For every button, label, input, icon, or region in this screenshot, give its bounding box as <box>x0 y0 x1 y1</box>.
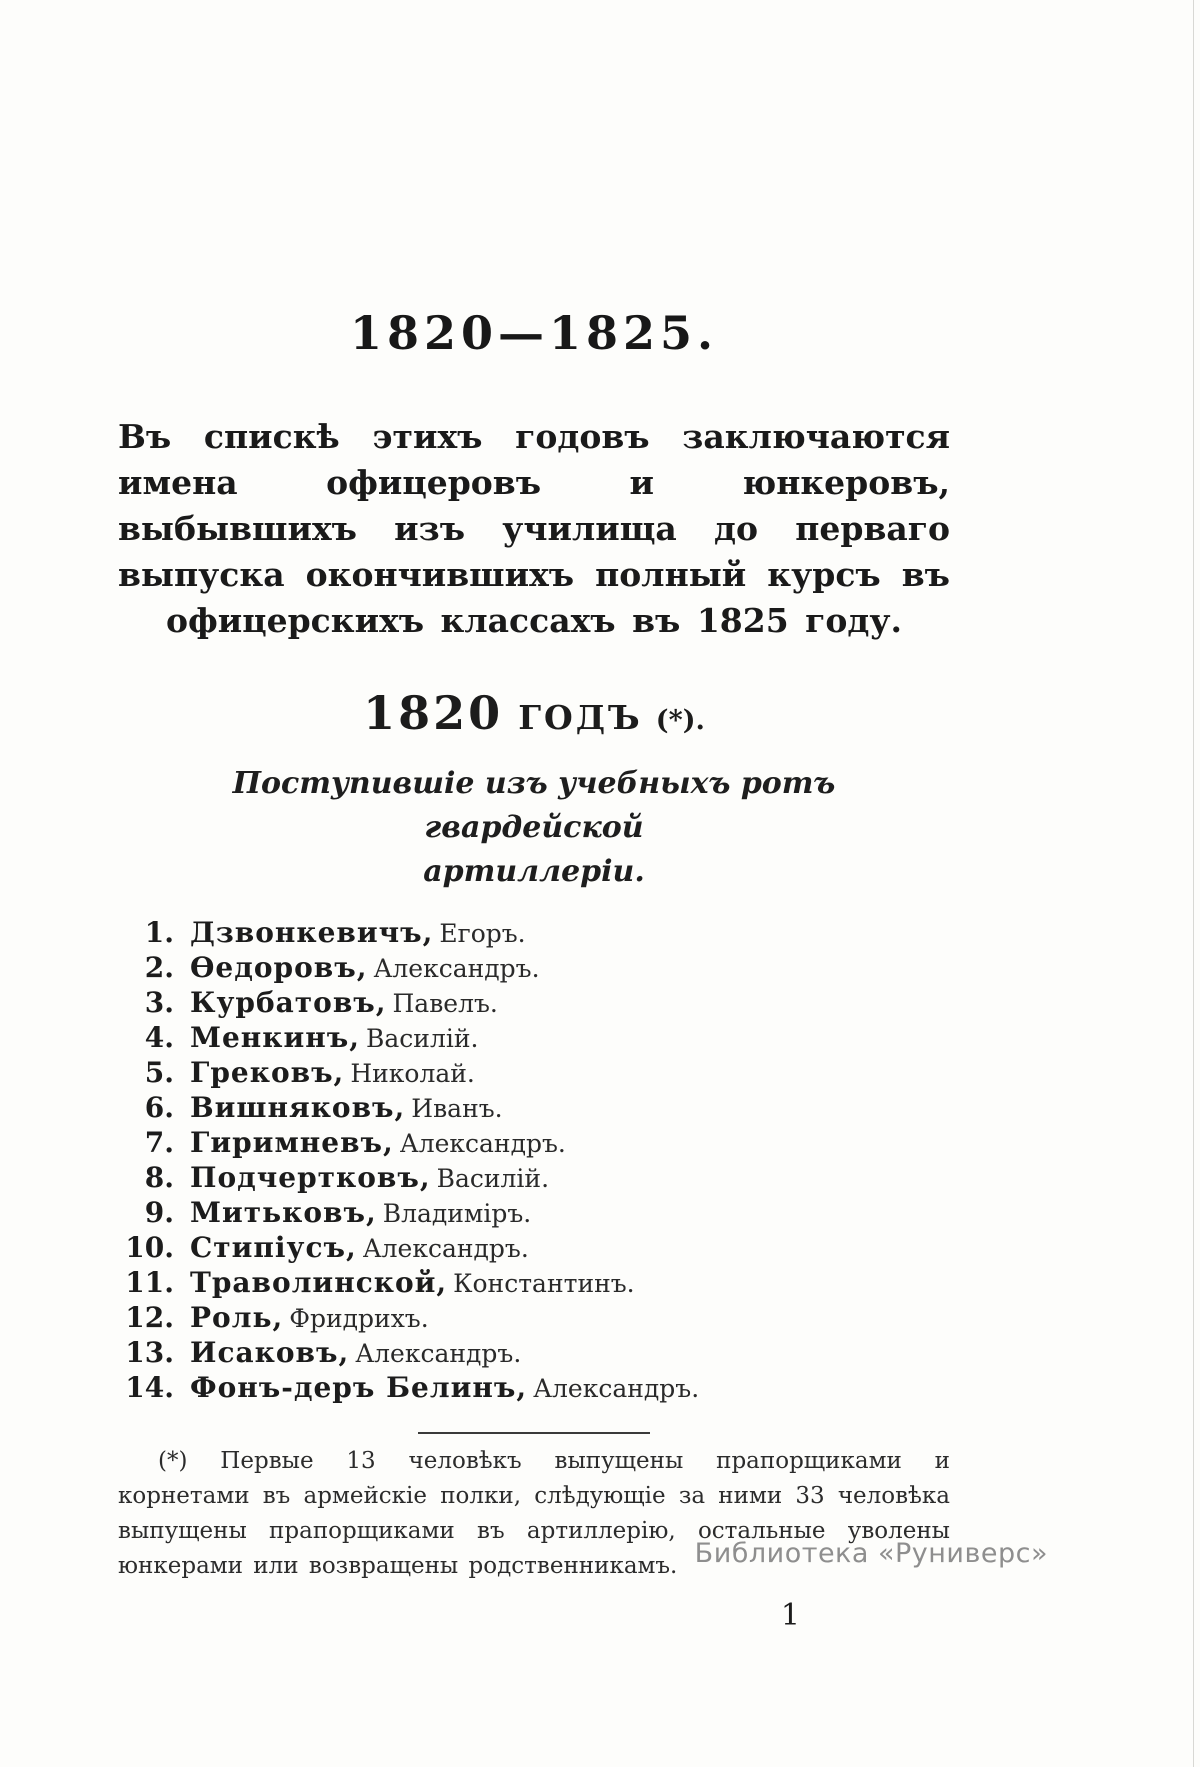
entry-number: 11. <box>125 1266 174 1299</box>
entry-given-name: Фридрихъ. <box>289 1304 429 1333</box>
entry-given-name: Александръ. <box>399 1129 566 1158</box>
list-item <box>118 916 950 951</box>
list-item <box>118 1021 950 1056</box>
year-heading <box>118 686 950 740</box>
intro-paragraph: Въ спискѣ этихъ годовъ заключаются имена офицеровъ и юнкеровъ, выбывшихъ изъ училища до перваго выпуска окончившихъ полный курсъ въ офицерскихъ классахъ въ 1825 году. <box>118 417 950 640</box>
entry-surname: Роль, <box>190 1301 284 1334</box>
entry-number: 8. <box>144 1161 174 1194</box>
entry-surname: Подчертковъ, <box>190 1161 431 1194</box>
list-item <box>118 1161 950 1196</box>
entry-surname: Исаковъ, <box>190 1336 350 1369</box>
entry-surname: Гиримневъ, <box>190 1126 394 1159</box>
list-item <box>118 986 950 1021</box>
entry-given-name: Александръ. <box>533 1374 700 1403</box>
list-item <box>118 1056 950 1091</box>
entry-number: 10. <box>125 1231 174 1264</box>
officer-list <box>118 916 950 1406</box>
entry-surname: Ѳедоровъ, <box>190 951 368 984</box>
scan-edge-line <box>1193 0 1194 1767</box>
entry-given-name: Иванъ. <box>411 1094 503 1123</box>
entry-number: 6. <box>144 1091 174 1124</box>
subheading-line-1: Поступившіе изъ учебныхъ ротъ гвардейской <box>232 766 836 845</box>
book-page <box>118 0 950 1633</box>
entry-given-name: Александръ. <box>362 1234 529 1263</box>
page-title: 1820—1825. <box>349 306 719 360</box>
footnote-text: (*) Первые 13 человѣкъ выпущены прапорщиками и корнетами въ армейскіе полки, слѣдующіе за ними 33 человѣка выпущены прапорщиками въ артиллерію, остальные уволены юнкерами или возвращены родственникамъ. <box>118 1448 950 1579</box>
entry-given-name: Павелъ. <box>392 989 498 1018</box>
entry-number: 12. <box>125 1301 174 1334</box>
entry-number: 2. <box>144 951 174 984</box>
list-item <box>118 1301 950 1336</box>
entry-surname: Менкинъ, <box>190 1021 361 1054</box>
entry-surname: Фонъ-деръ Белинъ, <box>190 1371 528 1404</box>
entry-surname: Вишняковъ, <box>190 1091 406 1124</box>
entry-surname: Траволинской, <box>190 1266 448 1299</box>
list-item <box>118 951 950 986</box>
entry-number: 9. <box>144 1196 174 1229</box>
entry-number: 14. <box>125 1371 174 1404</box>
list-item <box>118 1371 950 1406</box>
entry-given-name: Василій. <box>366 1024 479 1053</box>
entry-given-name: Николай. <box>350 1059 475 1088</box>
page-number: 1 <box>780 1598 800 1633</box>
entry-surname: Дзвонкевичъ, <box>190 916 434 949</box>
list-item <box>118 1266 950 1301</box>
list-item <box>118 1091 950 1126</box>
entry-given-name: Владиміръ. <box>382 1199 532 1228</box>
entry-given-name: Василій. <box>436 1164 550 1193</box>
entry-surname: Курбатовъ, <box>190 986 387 1019</box>
entry-given-name: Константинъ. <box>453 1269 635 1298</box>
list-item <box>118 1231 950 1266</box>
section-subheading <box>118 762 950 894</box>
entry-given-name: Егоръ. <box>439 919 526 948</box>
entry-given-name: Александръ. <box>355 1339 522 1368</box>
library-watermark: Библиотека «Руниверс» <box>694 1538 1048 1569</box>
list-item <box>118 1196 950 1231</box>
entry-surname: Митьковъ, <box>190 1196 377 1229</box>
entry-number: 1. <box>144 916 174 949</box>
footnote-divider <box>418 1432 650 1434</box>
entry-given-name: Александръ. <box>373 954 540 983</box>
subheading-line-2: артиллеріи. <box>423 854 645 889</box>
year-heading-footnote-marker: (*). <box>655 705 705 736</box>
year-heading-word: ГОДЪ <box>518 698 643 737</box>
entry-number: 5. <box>144 1056 174 1089</box>
entry-surname: Грековъ, <box>190 1056 345 1089</box>
entry-number: 13. <box>125 1336 174 1369</box>
list-item <box>118 1336 950 1371</box>
entry-surname: Стипіусъ, <box>190 1231 357 1264</box>
entry-number: 4. <box>144 1021 174 1054</box>
entry-number: 7. <box>144 1126 174 1159</box>
entry-number: 3. <box>144 986 174 1019</box>
list-item <box>118 1126 950 1161</box>
year-heading-year: 1820 <box>363 686 504 740</box>
